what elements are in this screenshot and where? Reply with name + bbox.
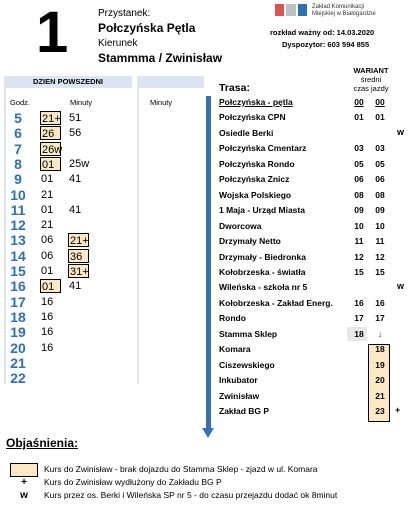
variant-header: WARIANT średni czas jazdy — [353, 66, 389, 93]
route-stop-name: Ciszewskiego — [219, 359, 275, 370]
travel-time-variant-1: 09 — [354, 205, 364, 216]
route-stop-name: Rondo — [219, 313, 246, 324]
travel-time-variant-1: 01 — [354, 112, 364, 123]
route-stop-name: Połczyńska Cmentarz — [219, 143, 307, 154]
hour-cell: 18 — [10, 308, 26, 325]
travel-time-variant-2: 03 — [375, 143, 385, 154]
route-stop-name: Kołobrzeska - światła — [219, 266, 306, 277]
table-row — [4, 217, 204, 233]
hour-cell: 17 — [10, 293, 26, 310]
travel-time-variant-2: 10 — [375, 220, 385, 231]
hour-cell: 12 — [10, 217, 26, 234]
minutes-column-header-2: Minuty — [150, 98, 173, 107]
day-type-header-2 — [137, 76, 204, 88]
travel-time-variant-2: 18 — [375, 344, 385, 355]
hour-cell: 11 — [10, 201, 26, 218]
travel-time-variant-2: 00 — [375, 97, 385, 107]
minute-cell: 25w — [69, 157, 90, 170]
table-row — [4, 294, 204, 310]
travel-time-variant-2: 01 — [375, 112, 385, 123]
travel-time-variant-2: 17 — [375, 313, 385, 324]
route-stop-name: Inkubator — [219, 375, 258, 386]
travel-time-variant-2: 11 — [375, 236, 385, 247]
travel-time-variant-1: 11 — [354, 236, 364, 247]
travel-time-variant-1: 03 — [354, 143, 364, 154]
line-number: 1 — [36, 0, 67, 65]
direction-name: Stammma / Zwinisław — [98, 51, 223, 65]
minute-cell: 21 — [41, 188, 54, 201]
minute-cell: 16 — [41, 310, 54, 323]
day-type-header: DZIEN POWSZEDNI — [4, 76, 132, 88]
variant-symbol: w — [397, 126, 405, 137]
travel-time-variant-2: 15 — [375, 266, 385, 277]
hour-cell: 20 — [10, 339, 26, 356]
travel-time-variant-2: 23 — [375, 406, 385, 416]
route-stop-name: Zakład BG P — [219, 406, 270, 416]
table-row — [4, 202, 204, 218]
table-row — [4, 324, 204, 340]
variant-symbol: + — [395, 405, 401, 415]
hour-column-header: Godz. — [10, 98, 31, 107]
route-stop-name: Drzymały - Biedronka — [219, 251, 306, 262]
hour-cell: 16 — [10, 278, 26, 295]
travel-time-variant-1: 12 — [354, 251, 364, 262]
company-logo — [275, 4, 307, 16]
table-row — [4, 278, 204, 294]
hour-cell: 7 — [14, 140, 22, 157]
minute-cell: 26w — [42, 143, 63, 156]
hour-cell: 14 — [10, 247, 26, 264]
travel-time-variant-2: 19 — [375, 359, 385, 370]
hour-cell: 13 — [10, 232, 26, 249]
table-row — [4, 232, 204, 248]
minute-cell: 01 — [40, 157, 61, 171]
route-stop-name: Połczyńska CPN — [219, 112, 286, 123]
legend-title: Objaśnienia: — [6, 436, 79, 450]
table-row — [4, 187, 204, 203]
table-row — [4, 125, 204, 141]
direction-arrow — [206, 96, 211, 432]
minute-cell: 41 — [69, 203, 82, 216]
legend-text: Kurs przez os. Berki i Wileńska SP nr 5 - do czasu przejazdu dodać ok 8minut — [44, 490, 338, 500]
table-row — [4, 110, 204, 126]
minute-cell: 21 — [41, 219, 54, 232]
travel-time-variant-1: 05 — [354, 158, 364, 169]
minute-cell: 56 — [69, 127, 82, 140]
legend-swatch — [10, 463, 38, 477]
legend-symbol: w — [20, 490, 28, 501]
travel-time-variant-1: 18 — [354, 328, 364, 339]
minute-cell: 36 — [68, 249, 89, 263]
minute-cell: 21+ — [70, 235, 89, 248]
hour-cell: 8 — [14, 155, 22, 172]
travel-time-variant-1: 16 — [354, 297, 364, 308]
travel-time-variant-2: ↓ — [377, 328, 383, 339]
legend-symbol: + — [21, 477, 27, 488]
dispatcher-phone: Dyspozytor: 603 594 855 — [282, 40, 370, 49]
route-stop-name: Połczyńska Rondo — [219, 158, 295, 169]
minute-cell: 41 — [69, 173, 82, 186]
table-row — [4, 370, 204, 386]
travel-time-variant-2: 16 — [375, 297, 385, 308]
route-stop-name: Wileńska - szkoła nr 5 — [219, 282, 308, 293]
route-stop-name: Dworcowa — [219, 220, 262, 231]
travel-time-variant-2: 20 — [375, 375, 385, 386]
table-row — [4, 340, 204, 356]
hour-cell: 5 — [14, 110, 22, 126]
stop-name: Połczyńska Pętla — [98, 21, 196, 35]
minute-cell: 41 — [69, 280, 82, 293]
travel-time-variant-1: 15 — [354, 266, 364, 277]
route-stop-name: Wojska Polskiego — [219, 189, 292, 200]
travel-time-variant-1: 08 — [354, 189, 364, 200]
table-row — [4, 355, 204, 371]
minute-cell: 01 — [41, 203, 54, 216]
direction-label: Kierunek — [98, 38, 138, 49]
table-row — [4, 263, 204, 279]
hour-cell: 15 — [10, 263, 26, 279]
travel-time-variant-1: 17 — [354, 313, 364, 324]
legend-text: Kurs do Zwinisław - brak dojazdu do Stamma Sklep - zjazd w ul. Komara — [44, 464, 318, 474]
minute-cell: 01 — [41, 265, 54, 277]
route-title: Trasa: — [219, 82, 250, 94]
hour-cell: 19 — [10, 324, 26, 341]
hour-cell: 6 — [14, 125, 22, 142]
route-stop-name: Kołobrzeska - Zakład Energ. — [219, 297, 333, 308]
minute-cell: 31+ — [70, 266, 89, 278]
travel-time-variant-2: 08 — [375, 189, 385, 200]
minute-cell: 16 — [41, 341, 54, 354]
route-stop-name: Połczyńska Znicz — [219, 174, 290, 185]
travel-time-variant-2: 21 — [375, 390, 385, 401]
minute-cell: 16 — [41, 295, 54, 308]
route-stop-name: Połczyńska - pętla — [219, 97, 293, 107]
hour-cell: 9 — [14, 171, 22, 188]
minute-cell: 06 — [41, 249, 54, 262]
route-stop-name: Zwinisław — [219, 390, 260, 401]
route-stop-name: 1 Maja - Urząd Miasta — [219, 205, 305, 216]
travel-time-variant-2: 09 — [375, 205, 385, 216]
travel-time-variant-1: 10 — [354, 220, 364, 231]
minute-cell: 06 — [41, 234, 54, 247]
table-row — [4, 141, 204, 157]
travel-time-variant-1: 00 — [354, 97, 364, 107]
variant-symbol: w — [397, 281, 405, 292]
stop-label: Przystanek: — [98, 8, 151, 19]
minutes-column-header: Minuty — [70, 98, 93, 107]
travel-time-variant-2: 06 — [375, 174, 385, 185]
direction-arrow-head — [202, 428, 214, 438]
route-stop-name: Osiedle Berki — [219, 127, 274, 138]
minute-cell: 21+ — [42, 113, 61, 125]
minute-cell: 26 — [40, 126, 61, 140]
table-row — [4, 156, 204, 172]
minute-cell: 51 — [69, 112, 82, 124]
minute-cell: 01 — [40, 279, 61, 293]
legend-text: Kurs do Zwinisław wydłużony do Zakładu BG P — [44, 477, 222, 487]
minute-cell: 01 — [41, 173, 54, 186]
route-stop-name: Komara — [219, 344, 251, 355]
travel-time-variant-2: 05 — [375, 158, 385, 169]
minute-cell: 16 — [41, 326, 54, 339]
table-row — [4, 309, 204, 325]
table-row — [4, 171, 204, 187]
route-stop-name: Stamma Sklep — [219, 328, 278, 339]
hour-cell: 10 — [10, 186, 26, 203]
company-name: Zakład Komunikacji Miejskiej w Białogardzie — [312, 4, 376, 17]
table-row — [4, 248, 204, 264]
travel-time-variant-2: 12 — [375, 251, 385, 262]
route-stop-name: Drzymały Netto — [219, 236, 281, 247]
valid-from: rozkład ważny od: 14.03.2020 — [270, 28, 375, 37]
hour-cell: 21 — [10, 354, 26, 371]
hour-cell: 22 — [10, 370, 26, 387]
travel-time-variant-1: 06 — [354, 174, 364, 185]
